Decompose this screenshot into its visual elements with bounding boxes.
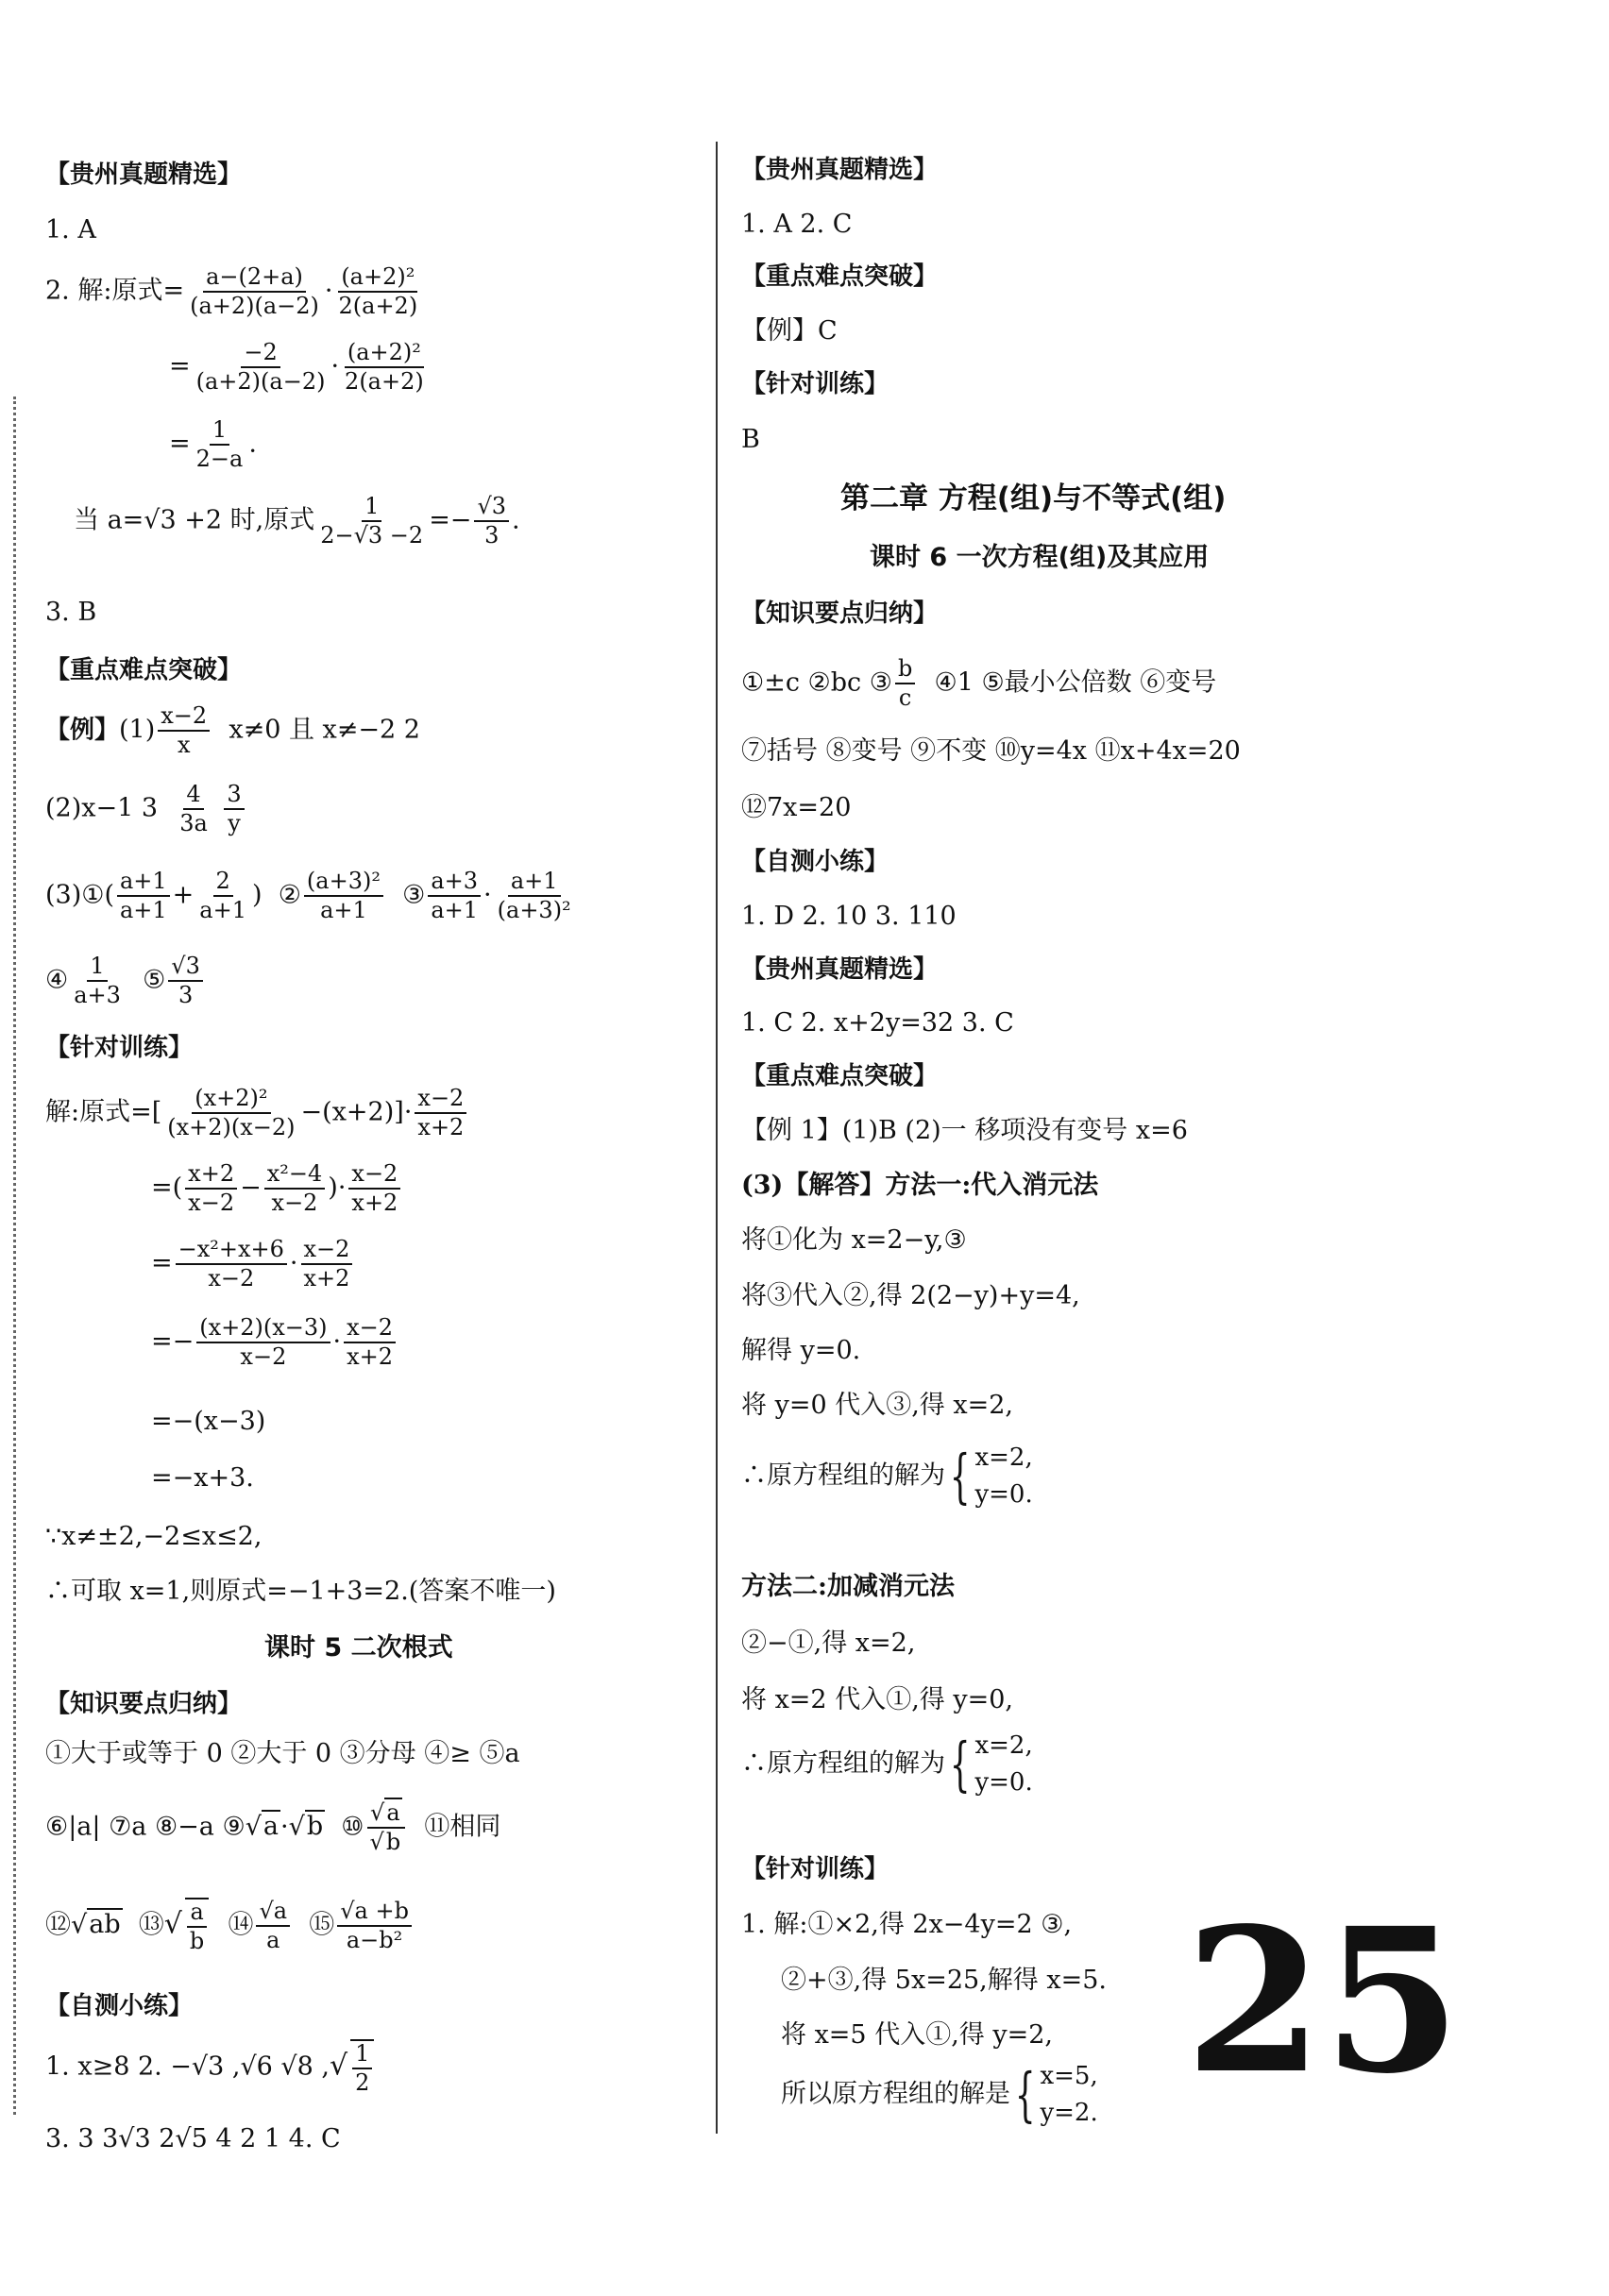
fraction: $\frac{1}{2-a}$: [195, 416, 244, 472]
fraction: $\frac{\text{−x²+x+6}}{x-2}$: [176, 1237, 287, 1292]
knowledge-line: ⑥|a| ⑦a ⑧−a ⑨√a·√b ⑩ $\frac{√a}{√b}$ ⑪相同: [45, 1799, 501, 1855]
fraction: $\frac{a}{b}$: [185, 1898, 209, 1954]
fraction: $\frac{x-2}{x+2}$: [301, 1237, 353, 1292]
fraction: $\frac{1}{2-√3 -2}$: [320, 493, 424, 549]
fraction: $\frac{\text{(x+2)²}}{(x+2)(x-2)}$: [167, 1085, 296, 1140]
fraction: $\frac{\text{x²−4}}{x-2}$: [264, 1161, 326, 1216]
answer-line: 【例】C: [741, 316, 838, 346]
fraction: $\frac{a+1}{\text{(a+3)²}}$: [497, 868, 571, 923]
fraction: $\frac{√a +b}{\text{a−b²}}$: [337, 1899, 412, 1953]
lesson-title: 课时 6 一次方程(组)及其应用: [870, 543, 1210, 572]
method-title: 方法二:加减消元法: [741, 1572, 955, 1601]
solution-line: =−(x−3): [151, 1407, 266, 1436]
knowledge-line: ⑫√ab ⑬√ $\frac{a}{b}$ ⑭ $\frac{√a}{a}$ ⑮ $\frac{√a +b}{\text{a−b²}}$: [45, 1898, 415, 1954]
fraction: $\frac{a+3}{a+1}$: [428, 869, 481, 923]
fraction: $\frac{4}{3a}$: [179, 781, 208, 836]
column-divider: [716, 142, 718, 2134]
answer-line: B: [741, 425, 760, 454]
fraction: $\frac{√a}{√b}$: [367, 1800, 406, 1855]
fraction: $\frac{-2}{(a+2)(a-2)}$: [195, 339, 326, 395]
fraction: $\frac{2}{a+1}$: [199, 868, 246, 923]
section-heading: 【知识要点归纳】: [741, 599, 939, 628]
answer-line: 1. A: [45, 215, 96, 245]
solution-line: =− $\frac{(x+2)(x-3)}{x-2}$ · $\frac{x-2}{x+2}$: [151, 1315, 398, 1370]
solution-line: ②−①,得 x=2,: [741, 1629, 916, 1658]
knowledge-line: ⑦括号 ⑧变号 ⑨不变 ⑩y=4x ⑪x+4x=20: [741, 736, 1241, 766]
section-heading: 【贵州真题精选】: [741, 156, 939, 184]
lesson-title: 课时 5 二次根式: [264, 1633, 453, 1663]
knowledge-line: ⑫7x=20: [741, 793, 852, 822]
solution-line: ∴可取 x=1,则原式=−1+3=2.(答案不唯一): [45, 1577, 556, 1606]
solution-line: 将 y=0 代入③,得 x=2,: [741, 1391, 1013, 1420]
knowledge-line: ①大于或等于 0 ②大于 0 ③分母 ④≥ ⑤a: [45, 1739, 520, 1768]
fraction: $\frac{1}{a+3}$: [74, 953, 121, 1008]
fraction: $\frac{x+2}{x-2}$: [185, 1161, 237, 1216]
fraction: $\frac{\text{(a+2)²}}{2(a+2)}$: [338, 263, 418, 319]
answer-line: 1. x≥8 2. −√3 ,√6 √8 ,√ $\frac{1}{2}$: [45, 2039, 377, 2096]
example-line: 【例】(1) $\frac{x-2}{x}$ x≠0 且 x≠−2 2: [45, 702, 420, 758]
solution-line: 将③代入②,得 2(2−y)+y=4,: [741, 1281, 1080, 1310]
solution-line: 2. 解:原式= $\frac{a-(2+a)}{(a+2)(a-2)}$ · $\frac{\text{(a+2)²}}{2(a+2)}$: [45, 264, 423, 319]
section-heading: 【贵州真题精选】: [741, 955, 939, 984]
section-heading: 【针对训练】: [45, 1034, 194, 1062]
solution-line: = $\frac{-2}{(a+2)(a-2)}$ · $\frac{\text{(a+2)²}}{2(a+2)}$: [169, 340, 430, 395]
page-number: 25: [1185, 1884, 1462, 2118]
fraction: $\frac{x-2}{x}$: [158, 703, 210, 758]
example-line: ④ $\frac{1}{a+3}$ ⑤ $\frac{√3}{3}$: [45, 954, 206, 1008]
solution-line: ∵x≠±2,−2≤x≤2,: [45, 1522, 263, 1551]
fraction: $\frac{√3}{3}$: [474, 494, 509, 549]
solution-line: 将 x=5 代入①,得 y=2,: [781, 2020, 1053, 2050]
section-heading: 【重点难点突破】: [45, 656, 243, 684]
solution-line: 将 x=2 代入①,得 y=0,: [741, 1685, 1013, 1714]
fraction: $\frac{3}{y}$: [224, 782, 244, 836]
example-line: (2)x−1 3 $\frac{4}{3a}$ $\frac{3}{y}$: [45, 782, 247, 836]
solution-line: 解:原式=[ $\frac{\text{(x+2)²}}{(x+2)(x-2)}$ −(x+2)]· $\frac{x-2}{x+2}$: [45, 1086, 469, 1140]
fraction: $\frac{1}{2}$: [350, 2039, 374, 2096]
solution-line: =−x+3.: [151, 1463, 254, 1493]
answer-line: 1. C 2. x+2y=32 3. C: [741, 1008, 1014, 1038]
answer-line: 3. B: [45, 598, 97, 627]
margin-dotted-line: [13, 397, 16, 2115]
fraction: $\frac{x-2}{x+2}$: [348, 1161, 400, 1216]
section-heading: 【知识要点归纳】: [45, 1690, 243, 1718]
chapter-title: 第二章 方程(组)与不等式(组): [840, 481, 1227, 515]
answer-line: 1. A 2. C: [741, 210, 853, 239]
example-line: 【例 1】(1)B (2)一 移项没有变号 x=6: [741, 1116, 1188, 1145]
fraction: $\frac{a-(2+a)}{(a+2)(a-2)}$: [190, 263, 319, 319]
solution-line: 将①化为 x=2−y,③: [741, 1225, 967, 1255]
section-heading: 【针对训练】: [741, 370, 889, 398]
section-heading: 【针对训练】: [741, 1855, 889, 1883]
fraction: $\frac{x-2}{x+2}$: [415, 1086, 466, 1140]
solution-system: ∴原方程组的解为{ x=2, y=0.: [741, 1730, 1033, 1798]
fraction: $\frac{b}{c}$: [895, 656, 915, 711]
example-line: (3)①( $\frac{a+1}{a+1}$ + $\frac{2}{a+1}$ ) ② $\frac{\text{(a+3)²}}{a+1}$ ③ $\frac{a+3}{a+1}$ · $\frac{a+1}{\text{(a+3)²}}$: [45, 869, 577, 923]
fraction: $\frac{a+1}{a+1}$: [117, 869, 170, 923]
fraction: $\frac{x-2}{x+2}$: [344, 1315, 396, 1370]
solution-line: = $\frac{1}{2-a}$ .: [169, 416, 257, 472]
solution-line: =( $\frac{x+2}{x-2}$ − $\frac{\text{x²−4}}{x-2}$ )· $\frac{x-2}{x+2}$: [151, 1161, 403, 1216]
solution-system: ∴原方程组的解为{ x=2, y=0.: [741, 1442, 1033, 1511]
solution-line: 当 a=√3 +2 时,原式 $\frac{1}{2-√3 -2}$ =− $\frac{√3}{3}$ .: [74, 493, 520, 549]
solution-line: 解得 y=0.: [741, 1336, 861, 1365]
section-heading: 【重点难点突破】: [741, 262, 939, 291]
solution-line: 1. 解:①×2,得 2x−4y=2 ③,: [741, 1910, 1073, 1939]
fraction: $\frac{(x+2)(x-3)}{x-2}$: [196, 1315, 330, 1370]
section-heading: 【自测小练】: [741, 848, 889, 876]
fraction: $\frac{\text{(a+3)²}}{a+1}$: [304, 869, 383, 923]
answer-line: 1. D 2. 10 3. 110: [741, 902, 957, 931]
fraction: $\frac{√a}{a}$: [256, 1899, 290, 1953]
knowledge-line: ①±c ②bc ③ $\frac{b}{c}$ ④1 ⑤最小公倍数 ⑥变号: [741, 655, 1217, 711]
section-heading: 【贵州真题精选】: [45, 160, 243, 189]
solution-system: 所以原方程组的解是{ x=5, y=2.: [781, 2060, 1098, 2129]
fraction: $\frac{\text{(a+2)²}}{2(a+2)}$: [345, 339, 424, 395]
example-line: (3)【解答】方法一:代入消元法: [741, 1171, 1099, 1200]
answer-line: 3. 3 3√3 2√5 4 2 1 4. C: [45, 2124, 341, 2153]
solution-line: ②+③,得 5x=25,解得 x=5.: [781, 1966, 1107, 1995]
solution-line: = $\frac{\text{−x²+x+6}}{x-2}$ · $\frac{x-2}{x+2}$: [151, 1237, 355, 1292]
fraction: $\frac{√3}{3}$: [168, 954, 203, 1008]
section-heading: 【重点难点突破】: [741, 1062, 939, 1090]
section-heading: 【自测小练】: [45, 1992, 194, 2020]
